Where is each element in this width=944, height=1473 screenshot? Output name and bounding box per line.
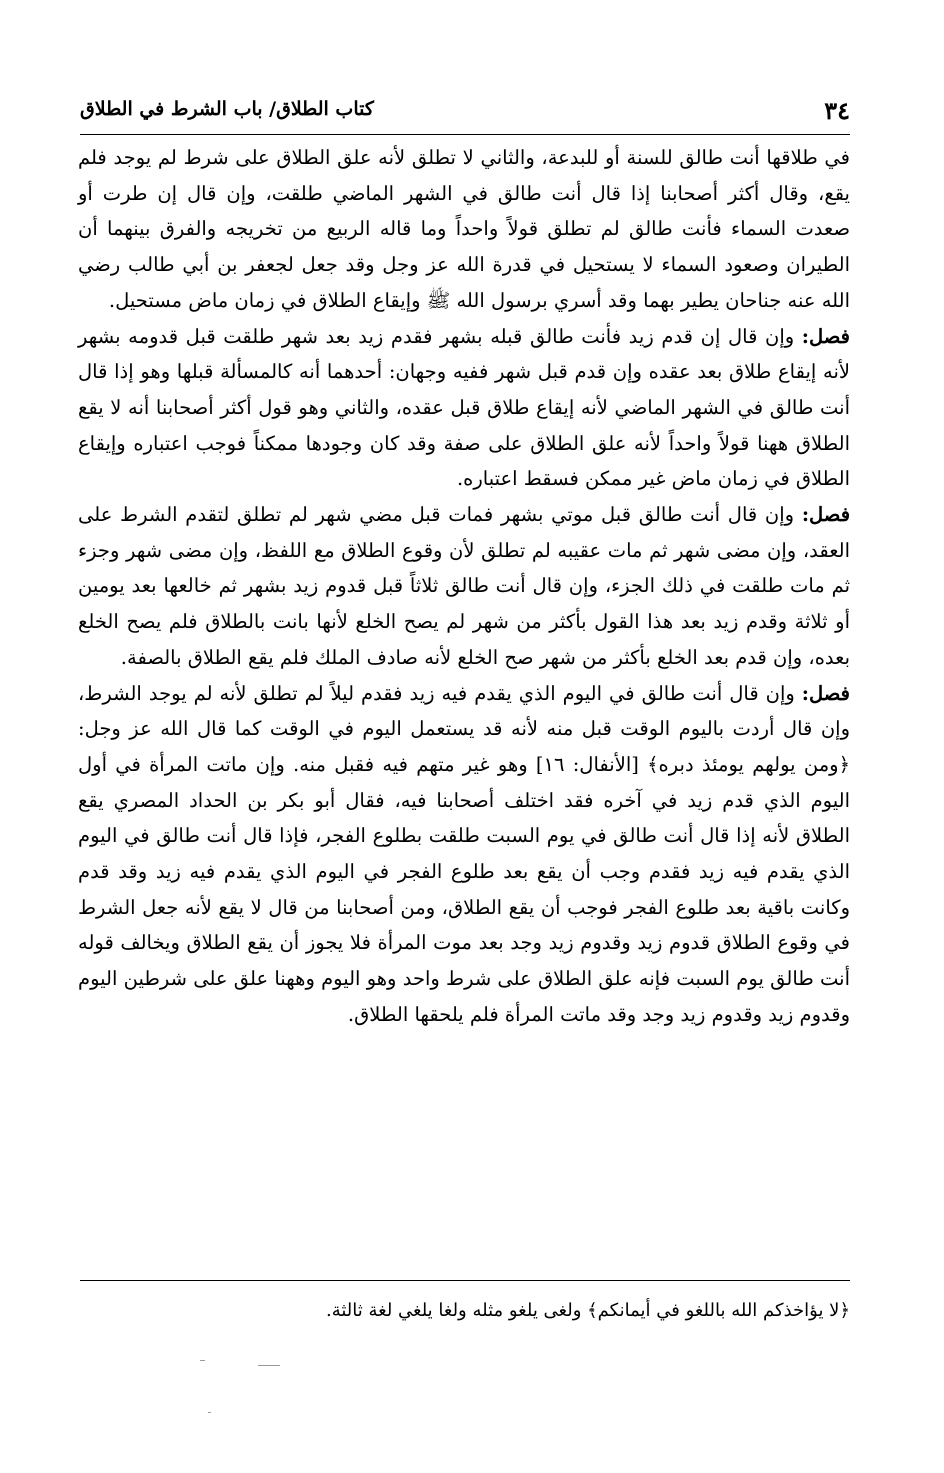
main-text	[78, 140, 850, 1033]
section-label: فصل:	[801, 324, 850, 348]
scan-speck	[258, 1365, 280, 1366]
running-title: كتاب الطلاق/ باب الشرط في الطلاق	[80, 98, 374, 120]
footnote-text: ﴿لا يؤاخذكم الله باللغو في أيمانكم﴾ ولغى يلغو مثله ولغا يلغي لغة ثالثة.	[325, 1300, 850, 1321]
footnote-rule	[80, 1280, 850, 1281]
paragraph-4-text: وإن قال أنت طالق في اليوم الذي يقدم فيه زيد فقدم ليلاً لم تطلق لأنه لم يوجد الشرط، وإن قال أردت باليوم الوقت قبل منه لأنه قد يستعمل اليوم في الوقت كما قال الله عز وجل: ﴿ومن يولهم يومئذ دبره﴾ [الأنفال: ١٦] وهو غير متهم فيه فقبل منه. وإن ماتت المرأة في أول اليوم الذي قدم زيد في آخره فقد اختلف أصحابنا فيه، فقال أبو بكر بن الحداد المصري يقع الطلاق لأنه إذا قال أنت طالق في يوم السبت طلقت بطلوع الفجر، فإذا قال أنت طالق في اليوم الذي يقدم فيه زيد فقدم وجب أن يقع بعد طلوع الفجر في اليوم الذي يقدم فيه زيد وقد قدم وكانت باقية بعد طلوع الفجر فوجب أن يقع الطلاق، ومن أصحابنا من قال لا يقع لأنه جعل الشرط في وقوع الطلاق قدوم زيد وقدوم زيد وجد بعد موت المرأة فلا يجوز أن يقع الطلاق ويخالف قوله أنت طالق يوم السبت فإنه علق الطلاق على شرط واحد وهو اليوم وههنا علق على شرطين اليوم وقدوم زيد وقدوم زيد وجد وقد ماتت المرأة فلم يلحقها الطلاق.	[78, 681, 850, 1026]
paragraph-4	[78, 676, 850, 1033]
scan-speck	[200, 1360, 205, 1361]
paragraph-1	[78, 140, 850, 319]
paragraph-3-text: وإن قال أنت طالق قبل موتي بشهر فمات قبل مضي شهر لم تطلق لتقدم الشرط على العقد، وإن مضى شهر ثم مات عقيبه لم تطلق لأن وقوع الطلاق مع اللفظ، وإن مضى شهر وجزء ثم مات طلقت في ذلك الجزء، وإن قال أنت طالق ثلاثاً قبل قدوم زيد بشهر ثم خالعها بعد يومين أو ثلاثة وقدم زيد بعد هذا القول بأكثر من شهر لم يصح الخلع لأنها بانت بالطلاق فلم يصح الخلع بعده، وإن قدم بعد الخلع بأكثر من شهر صح الخلع لأنه صادف الملك فلم يقع الطلاق بالصفة.	[78, 503, 850, 669]
page-number: ٣٤	[824, 96, 850, 125]
paragraph-2	[78, 319, 850, 498]
paragraph-1-text: في طلاقها أنت طالق للسنة أو للبدعة، والثاني لا تطلق لأنه علق الطلاق على شرط لم يوجد فلم يقع، وقال أكثر أصحابنا إذا قال أنت طالق في الشهر الماضي طلقت، وإن قال إن طرت أو صعدت السماء فأنت طالق لم تطلق قولاً واحداً وما قاله الربيع من تخريجه والفرق بينهما أن الطيران وصعود السماء لا يستحيل في قدرة الله عز وجل وقد جعل لجعفر بن أبي طالب رضي الله عنه جناحان يطير بهما وقد أسري برسول الله ﷺ وإيقاع الطلاق في زمان ماض مستحيل.	[78, 146, 850, 312]
section-label: فصل:	[801, 681, 850, 705]
page-header	[80, 92, 850, 130]
scan-speck	[208, 1412, 211, 1413]
paragraph-2-text: وإن قال إن قدم زيد فأنت طالق قبله بشهر فقدم زيد بعد شهر طلقت قبل قدومه بشهر لأنه إيقاع طلاق بعد عقده وإن قدم قبل شهر ففيه وجهان: أحدهما أنه كالمسألة قبلها وهو إذا قال أنت طالق في الشهر الماضي لأنه إيقاع طلاق قبل عقده، والثاني وهو قول أكثر أصحابنا أنه لا يقع الطلاق ههنا قولاً واحداً لأنه علق الطلاق على صفة وقد كان وجودها ممكناً فوجب اعتباره وإيقاع الطلاق في زمان ماض غير ممكن فسقط اعتباره.	[78, 324, 850, 491]
header-rule	[80, 134, 850, 135]
section-label: فصل:	[801, 503, 851, 527]
paragraph-3	[78, 497, 850, 676]
footnote	[80, 1296, 850, 1326]
